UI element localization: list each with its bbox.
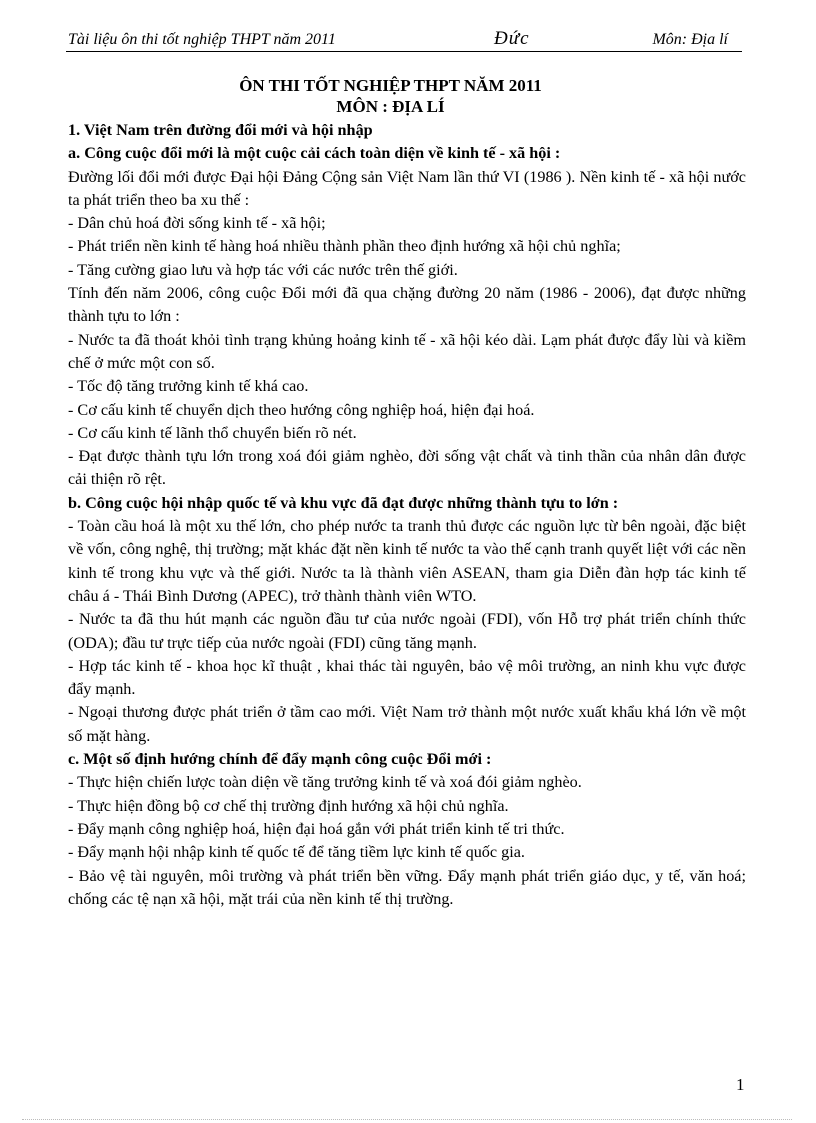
paragraph: - Tốc độ tăng trưởng kinh tế khá cao. bbox=[68, 377, 309, 396]
header-subject: Môn: Địa lí bbox=[652, 31, 728, 48]
paragraph: Đường lối đổi mới được Đại hội Đảng Cộng sản Việt Nam lần thứ VI (1986 ). Nền kinh tế - xã hội nước ta phát triển theo ba xu thế : bbox=[68, 167, 746, 209]
paragraph: - Nước ta đã thu hút mạnh các nguồn đầu tư của nước ngoài (FDI), vốn Hỗ trợ phát triển chính thức (ODA); đầu tư trực tiếp của nước ngoài (FDI) cũng tăng mạnh. bbox=[68, 610, 746, 652]
section-heading: b. Công cuộc hội nhập quốc tế và khu vực đã đạt được những thành tựu to lớn : bbox=[68, 493, 619, 512]
paragraph: - Phát triển nền kinh tế hàng hoá nhiều thành phần theo định hướng xã hội chủ nghĩa; bbox=[68, 237, 621, 256]
section-heading: c. Một số định hướng chính để đẩy mạnh công cuộc Đổi mới : bbox=[68, 750, 492, 769]
paragraph: - Đẩy mạnh công nghiệp hoá, hiện đại hoá gắn với phát triển kinh tế tri thức. bbox=[68, 819, 565, 838]
paragraph: - Thực hiện đồng bộ cơ chế thị trường định hướng xã hội chủ nghĩa. bbox=[68, 796, 509, 815]
document-body bbox=[68, 119, 746, 911]
paragraph: - Bảo vệ tài nguyên, môi trường và phát triển bền vững. Đẩy mạnh phát triển giáo dục, y tế, văn hoá; chống các tệ nạn xã hội, mặt trái của nền kinh tế thị trường. bbox=[68, 866, 746, 908]
paragraph: - Nước ta đã thoát khỏi tình trạng khủng hoảng kinh tế - xã hội kéo dài. Lạm phát được đẩy lùi và kiềm chế ở mức một con số. bbox=[68, 330, 746, 372]
paragraph: - Toàn cầu hoá là một xu thế lớn, cho phép nước ta tranh thủ được các nguồn lực từ bên ngoài, đặc biệt về vốn, công nghệ, thị trường; mặt khác đặt nền kinh tế nước ta vào thế cạnh tranh quyết liệt với các nền kinh tế trong khu vực và thế giới. Nước ta là thành viên ASEAN, tham gia Diễn đàn hợp tác kinh tế châu á - Thái Bình Dương (APEC), trở thành thành viên WTO. bbox=[68, 517, 746, 605]
header-logo: Đức bbox=[494, 28, 530, 49]
header-document-title: Tài liệu ôn thi tốt nghiệp THPT năm 2011 bbox=[68, 31, 336, 48]
section-heading: 1. Việt Nam trên đường đổi mới và hội nhập bbox=[68, 121, 373, 139]
paragraph: - Tăng cường giao lưu và hợp tác với các nước trên thế giới. bbox=[68, 260, 458, 279]
paragraph: - Dân chủ hoá đời sống kinh tế - xã hội; bbox=[68, 214, 326, 233]
section-heading: a. Công cuộc đổi mới là một cuộc cải cách toàn diện về kinh tế - xã hội : bbox=[68, 144, 561, 163]
paragraph: - Cơ cấu kinh tế chuyển dịch theo hướng công nghiệp hoá, hiện đại hoá. bbox=[68, 400, 535, 419]
paragraph: - Đẩy mạnh hội nhập kinh tế quốc tế để tăng tiềm lực kinh tế quốc gia. bbox=[68, 843, 525, 862]
page-subtitle: MÔN : ĐỊA LÍ bbox=[336, 97, 445, 116]
paragraph: - Ngoại thương được phát triển ở tầm cao mới. Việt Nam trở thành một nước xuất khẩu khá lớn về một số mặt hàng. bbox=[68, 703, 746, 745]
page-title: ÔN THI TỐT NGHIỆP THPT NĂM 2011 bbox=[239, 76, 542, 95]
paragraph: Tính đến năm 2006, công cuộc Đổi mới đã qua chặng đường 20 năm (1986 - 2006), đạt được những thành tựu to lớn : bbox=[68, 284, 746, 326]
paragraph: - Đạt được thành tựu lớn trong xoá đói giảm nghèo, đời sống vật chất và tinh thần của nhân dân được cải thiện rõ rệt. bbox=[68, 447, 746, 489]
page-header bbox=[66, 29, 742, 52]
paragraph: - Cơ cấu kinh tế lãnh thổ chuyển biến rõ nét. bbox=[68, 423, 357, 442]
paragraph: - Hợp tác kinh tế - khoa học kĩ thuật , khai thác tài nguyên, bảo vệ môi trường, an ninh khu vực được đẩy mạnh. bbox=[68, 656, 746, 699]
page-bottom-divider bbox=[22, 1119, 792, 1120]
page-number: 1 bbox=[736, 1075, 745, 1094]
paragraph: - Thực hiện chiến lược toàn diện về tăng trưởng kinh tế và xoá đói giảm nghèo. bbox=[68, 773, 582, 792]
